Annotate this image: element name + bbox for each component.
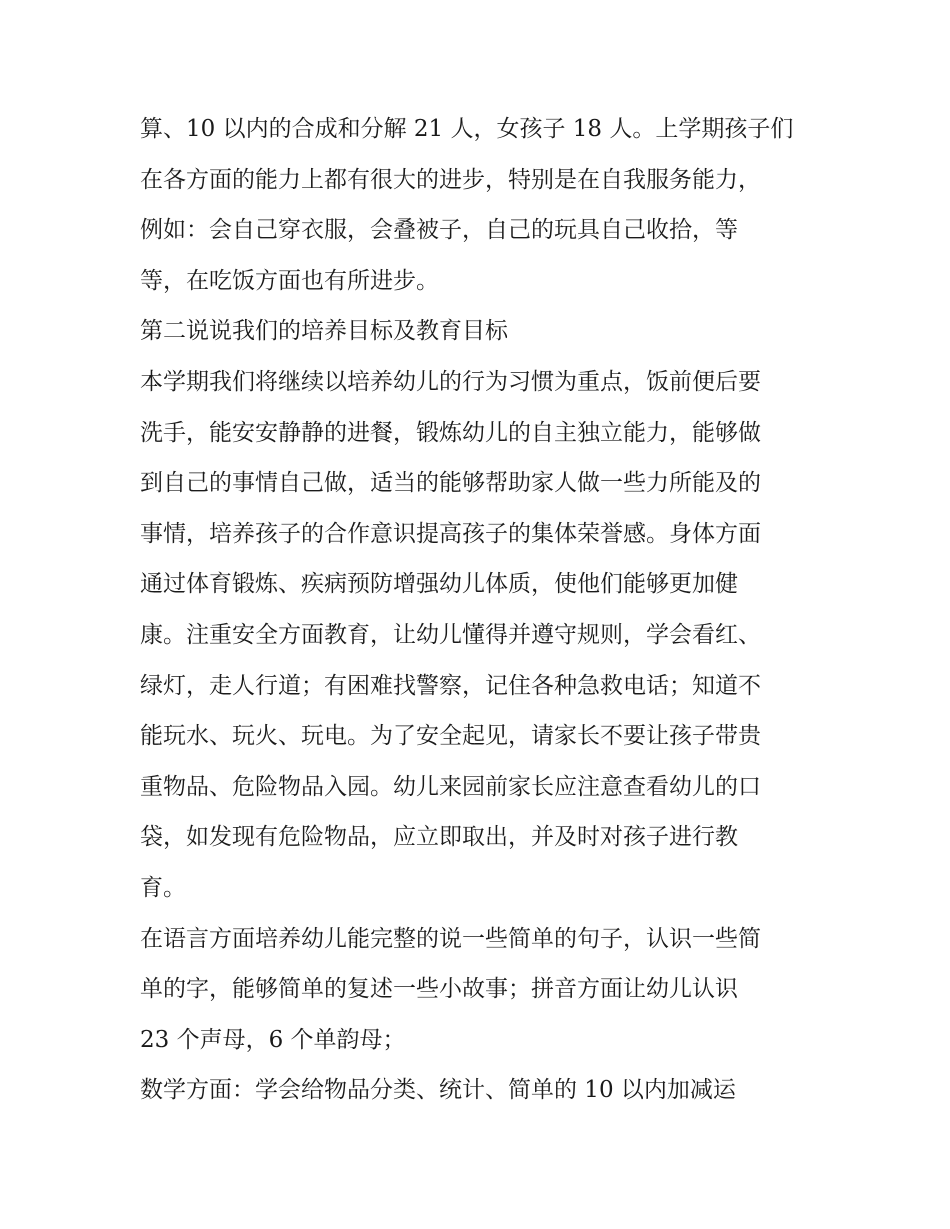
body-text (140, 104, 820, 1116)
text-line: 重物品、危险物品入园。幼儿来园前家长应注意查看幼儿的口 (140, 773, 761, 800)
text-line: 在语言方面培养幼儿能完整的说一些简单的句子，认识一些简 (140, 925, 761, 952)
text-line: 在各方面的能力上都有很大的进步，特别是在自我服务能力， (140, 166, 761, 193)
section-heading: 第二说说我们的培养目标及教育目标 (140, 318, 508, 345)
text-line: 等，在吃饭方面也有所进步。 (140, 267, 439, 294)
text-line: 袋，如发现有危险物品，应立即取出，并及时对孩子进行教 (140, 824, 738, 851)
text-line: 单的字，能够简单的复述一些小故事；拼音方面让幼儿认识 (140, 976, 738, 1003)
text-line: 23 个声母，6 个单韵母； (140, 1026, 406, 1053)
text-line: 事情，培养孩子的合作意识提高孩子的集体荣誉感。身体方面 (140, 520, 761, 547)
text-line: 算、10 以内的合成和分解 21 人，女孩子 18 人。上学期孩子们 (140, 116, 794, 142)
text-line: 洗手，能安安静静的进餐，锻炼幼儿的自主独立能力，能够做 (140, 419, 761, 446)
text-line: 康。注重安全方面教育，让幼儿懂得并遵守规则，学会看红、 (140, 621, 761, 648)
text-line: 例如：会自己穿衣服，会叠被子，自己的玩具自己收拾，等 (140, 217, 738, 244)
text-line: 到自己的事情自己做，适当的能够帮助家人做一些力所能及的 (140, 470, 761, 497)
text-line: 能玩水、玩火、玩电。为了安全起见，请家长不要让孩子带贵 (140, 723, 761, 750)
text-line: 数学方面：学会给物品分类、统计、简单的 10 以内加减运 (140, 1077, 736, 1104)
text-line: 通过体育锻炼、疾病预防增强幼儿体质，使他们能够更加健 (140, 571, 738, 598)
text-line: 育。 (140, 874, 186, 901)
text-line: 绿灯，走人行道；有困难找警察，记住各种急救电话；知道不 (140, 672, 761, 699)
text-line: 本学期我们将继续以培养幼儿的行为习惯为重点，饭前便后要 (140, 368, 761, 395)
